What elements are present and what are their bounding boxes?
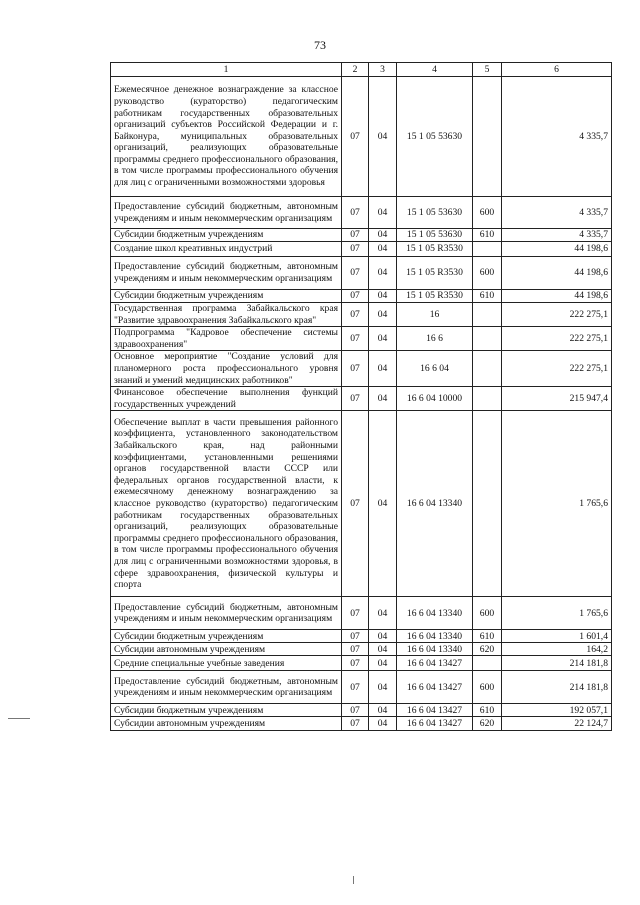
subsection-code: 04 bbox=[369, 643, 397, 656]
target-article-code: 15 1 05 53630 bbox=[397, 229, 473, 242]
header-col-4: 4 bbox=[397, 63, 473, 77]
amount: 222 275,1 bbox=[502, 351, 612, 387]
subsection-code: 04 bbox=[369, 242, 397, 257]
section-code: 07 bbox=[342, 671, 369, 704]
page-number: 73 bbox=[314, 38, 326, 52]
row-name: Субсидии автономным учреждениям bbox=[111, 643, 342, 656]
expense-type-code bbox=[473, 351, 502, 387]
row-name: Субсидии автономным учреждениям bbox=[111, 717, 342, 731]
amount: 192 057,1 bbox=[502, 704, 612, 717]
amount: 4 335,7 bbox=[502, 229, 612, 242]
target-article-code: 15 1 05 R3530 bbox=[397, 242, 473, 257]
scan-mark bbox=[8, 718, 30, 719]
section-code: 07 bbox=[342, 643, 369, 656]
subsection-code: 04 bbox=[369, 630, 397, 643]
subsection-code: 04 bbox=[369, 671, 397, 704]
amount: 164,2 bbox=[502, 643, 612, 656]
expense-type-code bbox=[473, 411, 502, 597]
table-row bbox=[111, 717, 612, 731]
expense-type-code: 610 bbox=[473, 630, 502, 643]
row-name: Субсидии бюджетным учреждениям bbox=[111, 290, 342, 303]
table-row bbox=[111, 242, 612, 257]
target-article-code: 16 6 04 13427 bbox=[397, 671, 473, 704]
amount: 222 275,1 bbox=[502, 327, 612, 351]
target-article-code: 16 6 04 10000 bbox=[397, 387, 473, 411]
table-row bbox=[111, 351, 612, 387]
table-row bbox=[111, 257, 612, 290]
target-article-code: 16 6 04 13340 bbox=[397, 630, 473, 643]
table-row bbox=[111, 411, 612, 597]
row-name: Субсидии бюджетным учреждениям bbox=[111, 704, 342, 717]
target-article-code: 16 6 04 13427 bbox=[397, 704, 473, 717]
expense-type-code: 610 bbox=[473, 290, 502, 303]
expense-type-code bbox=[473, 242, 502, 257]
expense-type-code: 610 bbox=[473, 704, 502, 717]
row-name: Субсидии бюджетным учреждениям bbox=[111, 630, 342, 643]
expense-type-code bbox=[473, 303, 502, 327]
table-row bbox=[111, 671, 612, 704]
subsection-code: 04 bbox=[369, 290, 397, 303]
header-col-5: 5 bbox=[473, 63, 502, 77]
row-name: Предоставление субсидий бюджетным, автономным учреждениям и иным некоммерческим организациям bbox=[111, 257, 342, 290]
target-article-code: 15 1 05 53630 bbox=[397, 77, 473, 197]
subsection-code: 04 bbox=[369, 351, 397, 387]
section-code: 07 bbox=[342, 327, 369, 351]
section-code: 07 bbox=[342, 242, 369, 257]
expense-type-code: 600 bbox=[473, 671, 502, 704]
amount: 214 181,8 bbox=[502, 671, 612, 704]
row-name: Основное мероприятие "Создание условий для планомерного роста профессионального уровня знаний и умений медицинских работников" bbox=[111, 351, 342, 387]
amount: 1 601,4 bbox=[502, 630, 612, 643]
amount: 1 765,6 bbox=[502, 411, 612, 597]
section-code: 07 bbox=[342, 257, 369, 290]
section-code: 07 bbox=[342, 77, 369, 197]
section-code: 07 bbox=[342, 597, 369, 630]
section-code: 07 bbox=[342, 303, 369, 327]
amount: 22 124,7 bbox=[502, 717, 612, 731]
table-row bbox=[111, 229, 612, 242]
expense-type-code bbox=[473, 656, 502, 671]
section-code: 07 bbox=[342, 290, 369, 303]
header-row bbox=[111, 63, 612, 77]
amount: 214 181,8 bbox=[502, 656, 612, 671]
target-article-code: 16 6 04 13340 bbox=[397, 643, 473, 656]
row-name: Предоставление субсидий бюджетным, автономным учреждениям и иным некоммерческим организациям bbox=[111, 671, 342, 704]
subsection-code: 04 bbox=[369, 387, 397, 411]
budget-table bbox=[110, 62, 612, 731]
table-row bbox=[111, 303, 612, 327]
section-code: 07 bbox=[342, 351, 369, 387]
target-article-code: 15 1 05 R3530 bbox=[397, 257, 473, 290]
row-name: Обеспечение выплат в части превышения районного коэффициента, установленного законодательством Забайкальского края, над районными коэффициентами, установленными решениями органов государственной власти СССР или федеральных органов государственной власти, к ежемесячному денежному вознаграждению за классное руководство (кураторство) педагогическим работникам государственных образовательных организаций, реализующих образовательные программы среднего профессионального образования, в том числе программы профессионального обучения для лиц с ограниченными возможностями здоровья, в сфере здравоохранения, физической культуры и спорта bbox=[111, 411, 342, 597]
subsection-code: 04 bbox=[369, 411, 397, 597]
scan-mark bbox=[353, 876, 354, 884]
subsection-code: 04 bbox=[369, 656, 397, 671]
target-article-code: 16 6 bbox=[397, 327, 473, 351]
section-code: 07 bbox=[342, 229, 369, 242]
target-article-code: 15 1 05 53630 bbox=[397, 197, 473, 229]
section-code: 07 bbox=[342, 630, 369, 643]
target-article-code: 15 1 05 R3530 bbox=[397, 290, 473, 303]
row-name: Государственная программа Забайкальского края "Развитие здравоохранения Забайкальского края" bbox=[111, 303, 342, 327]
row-name: Предоставление субсидий бюджетным, автономным учреждениям и иным некоммерческим организациям bbox=[111, 597, 342, 630]
header-col-6: 6 bbox=[502, 63, 612, 77]
expense-type-code: 620 bbox=[473, 717, 502, 731]
amount: 215 947,4 bbox=[502, 387, 612, 411]
subsection-code: 04 bbox=[369, 597, 397, 630]
row-name: Финансовое обеспечение выполнения функций государственных учреждений bbox=[111, 387, 342, 411]
table-row bbox=[111, 197, 612, 229]
expense-type-code: 600 bbox=[473, 597, 502, 630]
subsection-code: 04 bbox=[369, 303, 397, 327]
subsection-code: 04 bbox=[369, 229, 397, 242]
subsection-code: 04 bbox=[369, 77, 397, 197]
row-name: Ежемесячное денежное вознаграждение за классное руководство (кураторство) педагогическим работникам государственных образовательных организаций субъектов Российской Федерации и г. Байконура, муниципальных образовательных организаций, реализующих образовательные программы среднего профессионального образования, в том числе программы профессионального обучения для лиц с ограниченными возможностями здоровья bbox=[111, 77, 342, 197]
table-row bbox=[111, 387, 612, 411]
target-article-code: 16 6 04 13427 bbox=[397, 656, 473, 671]
expense-type-code bbox=[473, 387, 502, 411]
section-code: 07 bbox=[342, 656, 369, 671]
subsection-code: 04 bbox=[369, 327, 397, 351]
section-code: 07 bbox=[342, 411, 369, 597]
expense-type-code: 600 bbox=[473, 197, 502, 229]
table-row bbox=[111, 656, 612, 671]
expense-type-code: 600 bbox=[473, 257, 502, 290]
target-article-code: 16 6 04 bbox=[397, 351, 473, 387]
target-article-code: 16 6 04 13340 bbox=[397, 597, 473, 630]
table-row bbox=[111, 704, 612, 717]
section-code: 07 bbox=[342, 717, 369, 731]
amount: 44 198,6 bbox=[502, 290, 612, 303]
target-article-code: 16 6 04 13340 bbox=[397, 411, 473, 597]
amount: 44 198,6 bbox=[502, 242, 612, 257]
row-name: Предоставление субсидий бюджетным, автономным учреждениям и иным некоммерческим организациям bbox=[111, 197, 342, 229]
table-row bbox=[111, 327, 612, 351]
amount: 222 275,1 bbox=[502, 303, 612, 327]
amount: 4 335,7 bbox=[502, 197, 612, 229]
row-name: Создание школ креативных индустрий bbox=[111, 242, 342, 257]
section-code: 07 bbox=[342, 197, 369, 229]
subsection-code: 04 bbox=[369, 197, 397, 229]
amount: 4 335,7 bbox=[502, 77, 612, 197]
row-name: Средние специальные учебные заведения bbox=[111, 656, 342, 671]
table-row bbox=[111, 630, 612, 643]
subsection-code: 04 bbox=[369, 704, 397, 717]
table-row bbox=[111, 597, 612, 630]
header-col-1: 1 bbox=[111, 63, 342, 77]
section-code: 07 bbox=[342, 387, 369, 411]
header-col-3: 3 bbox=[369, 63, 397, 77]
expense-type-code: 610 bbox=[473, 229, 502, 242]
section-code: 07 bbox=[342, 704, 369, 717]
amount: 44 198,6 bbox=[502, 257, 612, 290]
table-row bbox=[111, 77, 612, 197]
expense-type-code bbox=[473, 77, 502, 197]
expense-type-code: 620 bbox=[473, 643, 502, 656]
table-row bbox=[111, 643, 612, 656]
header-col-2: 2 bbox=[342, 63, 369, 77]
table-row bbox=[111, 290, 612, 303]
target-article-code: 16 bbox=[397, 303, 473, 327]
subsection-code: 04 bbox=[369, 257, 397, 290]
amount: 1 765,6 bbox=[502, 597, 612, 630]
row-name: Подпрограмма "Кадровое обеспечение системы здравоохранения" bbox=[111, 327, 342, 351]
row-name: Субсидии бюджетным учреждениям bbox=[111, 229, 342, 242]
subsection-code: 04 bbox=[369, 717, 397, 731]
target-article-code: 16 6 04 13427 bbox=[397, 717, 473, 731]
expense-type-code bbox=[473, 327, 502, 351]
